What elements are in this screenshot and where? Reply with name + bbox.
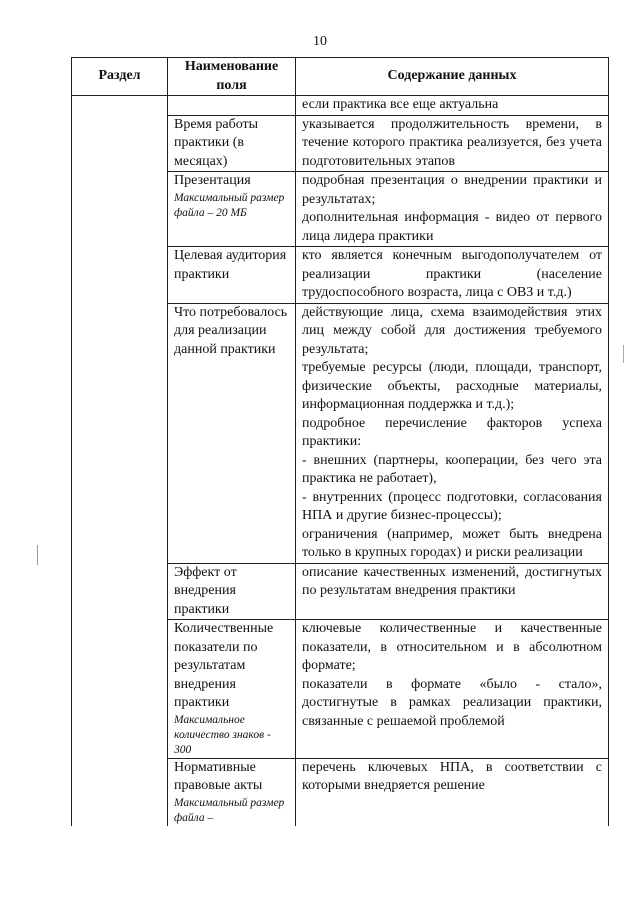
field-name-cell [168,620,296,759]
header-section: Раздел [72,58,168,96]
content-paragraph: подробное перечисление факторов успеха практики: [302,415,602,449]
content-paragraph: подробная презентация о внедрении практики и результатах; [302,173,602,207]
field-name: Презентация [174,173,251,188]
field-name: Количественные показатели по результатам внедрения практики [174,621,274,710]
content-cell [296,758,609,826]
content-cell [296,247,609,304]
header-content: Содержание данных [296,58,609,96]
content-paragraph: - внутренних (процесс подготовки, согласования НПА и другие бизнес-процессы); [302,489,602,523]
content-paragraph: дополнительная информация - видео от первого лица лидера практики [302,210,602,244]
field-name: Эффект от внедрения практики [174,564,237,617]
content-paragraph: показатели в формате «было - стало», достигнутые в рамках реализации практики, связанные с решаемой проблемой [302,676,602,729]
content-paragraph: - внешних (партнеры, кооперации, без чего эта практика не работает), [302,452,602,486]
field-name-cell [168,303,296,563]
content-cell [296,563,609,620]
content-cell [296,172,609,247]
field-name-cell [168,247,296,304]
content-cell [296,620,609,759]
content-cell [296,303,609,563]
field-name-cell [168,172,296,247]
section-cell [72,96,168,826]
data-table [71,57,609,826]
field-name: Что потребовалось для реализации данной практики [174,304,288,357]
table-row [72,96,609,116]
content-paragraph: кто является конечным выгодополучателем от реализации практики (население трудоспособного возраста, лица с ОВЗ и т.д.) [302,248,602,300]
field-name: Нормативные правовые акты [174,759,263,793]
margin-mark [623,345,624,363]
content-paragraph: описание качественных изменений, достигнутых по результатам внедрения практики [302,564,602,598]
content-paragraph: ключевые количественные и качественные показатели, в относительном и в абсолютном формате; [302,621,602,673]
margin-mark [37,545,38,565]
field-note: Максимальный размер файла – 20 МБ [174,191,285,219]
continuation-text: если практика все еще актуальна [302,97,499,112]
field-note: Максимальный размер файла – [174,796,285,824]
content-paragraph: требуемые ресурсы (люди, площади, транспорт, физические объекты, расходные материалы, информационная поддержка и т.д.); [302,360,602,412]
field-name-cell [168,96,296,116]
content-paragraph: перечень ключевых НПА, в соответствии с которыми внедряется решение [302,759,602,793]
content-cell [296,115,609,172]
content-paragraph: действующие лица, схема взаимодействия этих лиц между собой для достижения требуемого результата; [302,304,602,357]
page-number: 10 [313,34,327,49]
content-paragraph: ограничения (например, может быть внедрена только в крупных городах) и риски реализации [302,526,602,560]
content-cell [296,96,609,116]
field-name-cell [168,115,296,172]
field-name: Целевая аудитория практики [174,248,287,282]
field-name-cell [168,758,296,826]
field-note: Максимальное количество знаков - 300 [174,713,271,756]
field-name: Время работы практики (в месяцах) [174,116,259,169]
field-name-cell [168,563,296,620]
header-field-name: Наименование поля [168,58,296,96]
content-paragraph: указывается продолжительность времени, в течение которого практика реализуется, без учета подготовительных этапов [302,116,602,169]
table-header-row [72,58,609,96]
